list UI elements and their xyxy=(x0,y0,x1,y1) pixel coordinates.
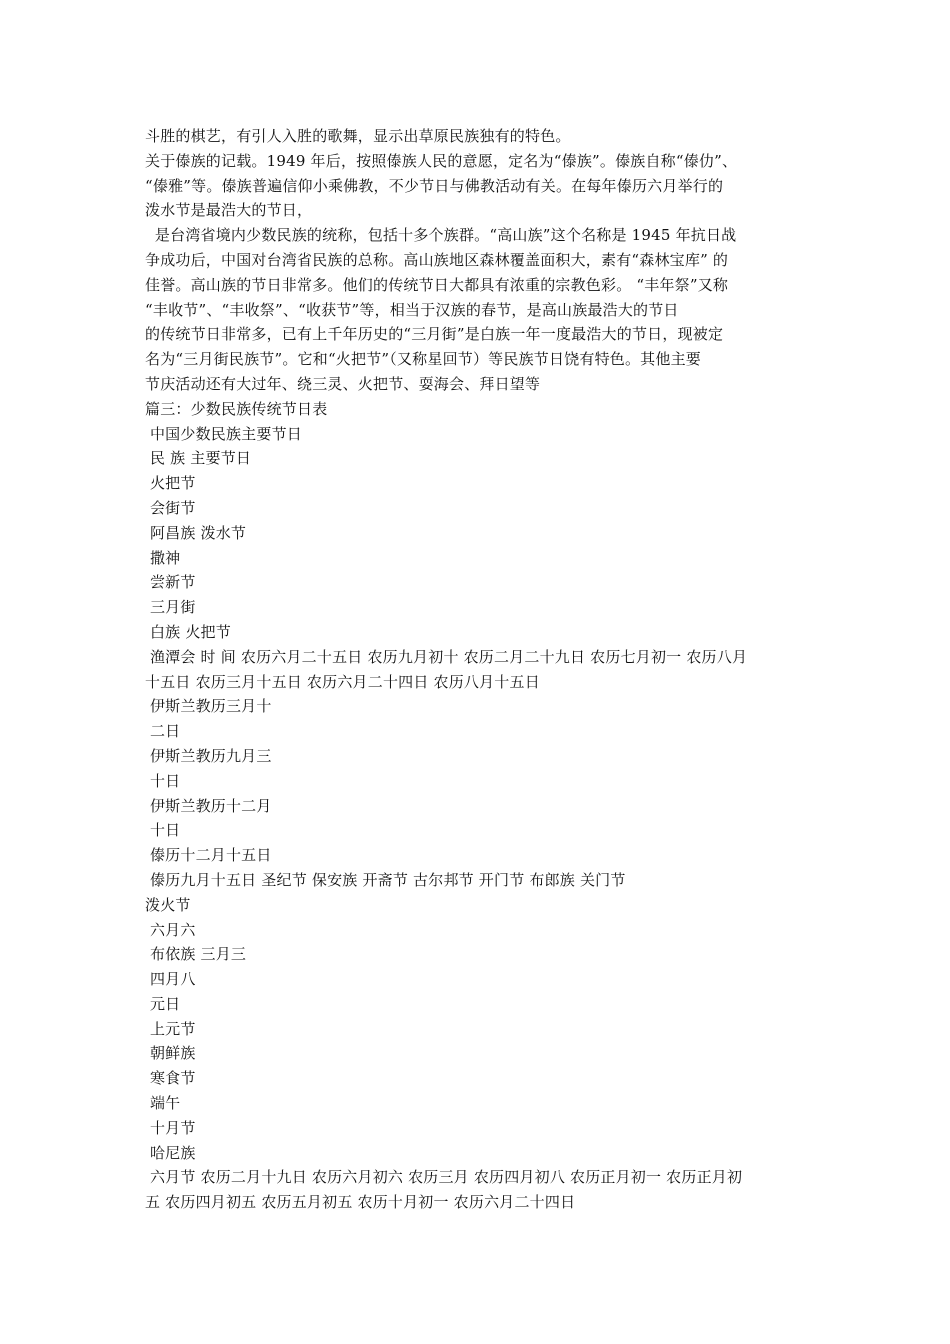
text-line: 佳誉。高山族的节日非常多。他们的传统节日大都具有浓重的宗教色彩。 “丰年祭”又称 xyxy=(145,275,729,294)
table-cell: 十月节 xyxy=(145,1118,196,1137)
table-cell: 伊斯兰教历十二月 xyxy=(145,796,272,815)
table-cell: 火把节 xyxy=(145,474,196,493)
table-cell: 泼火节 xyxy=(145,895,191,914)
table-cell: 三月街 xyxy=(145,598,196,617)
table-cell: 渔潭会 时 间 农历六月二十五日 农历九月初十 农历二月二十九日 农历七月初一 农历八月 xyxy=(145,647,748,666)
table-cell: 十日 xyxy=(145,821,181,840)
table-cell: 朝鲜族 xyxy=(145,1044,196,1063)
table-cell: 尝新节 xyxy=(145,573,196,592)
table-cell: 布依族 三月三 xyxy=(145,945,247,964)
table-cell: 五 农历四月初五 农历五月初五 农历十月初一 农历六月二十四日 xyxy=(145,1193,576,1212)
table-cell: 伊斯兰教历九月三 xyxy=(145,746,272,765)
table-cell: 六月节 农历二月十九日 农历六月初六 农历三月 农历四月初八 农历正月初一 农历正月初 xyxy=(145,1168,743,1187)
text-line: 的传统节日非常多，已有上千年历史的“三月街”是白族一年一度最浩大的节日，现被定 xyxy=(145,325,724,344)
table-cell: 傣历九月十五日 圣纪节 保安族 开斋节 古尔邦节 开门节 布郎族 关门节 xyxy=(145,870,626,889)
text-line: 是台湾省境内少数民族的统称，包括十多个族群。“高山族”这个名称是 1945 年抗日战 xyxy=(145,226,737,245)
table-cell: 端午 xyxy=(145,1094,181,1113)
table-cell: 哈尼族 xyxy=(145,1143,196,1162)
table-cell: 白族 火把节 xyxy=(145,622,231,641)
table-header: 民 族 主要节日 xyxy=(145,449,252,468)
table-cell: 撒神 xyxy=(145,548,181,567)
table-cell: 会街节 xyxy=(145,498,196,517)
table-title: 中国少数民族主要节日 xyxy=(145,424,302,443)
table-cell: 六月六 xyxy=(145,920,196,939)
text-line: 节庆活动还有大过年、绕三灵、火把节、耍海会、拜日望等 xyxy=(145,374,541,393)
text-line: 争成功后，中国对台湾省民族的总称。高山族地区森林覆盖面积大，素有“森林宝库” 的 xyxy=(145,250,729,269)
table-cell: 二日 xyxy=(145,722,181,741)
text-line: “傣雅”等。傣族普遍信仰小乘佛教，不少节日与佛教活动有关。在每年傣历六月举行的 xyxy=(145,176,724,195)
table-cell: 四月八 xyxy=(145,970,196,989)
section-heading: 篇三：少数民族传统节日表 xyxy=(145,399,328,418)
document-body xyxy=(145,124,810,1215)
text-line: 斗胜的棋艺，有引人入胜的歌舞，显示出草原民族独有的特色。 xyxy=(145,127,571,145)
table-cell: 伊斯兰教历三月十 xyxy=(145,697,272,716)
text-line: 关于傣族的记载。1949 年后，按照傣族人民的意愿，定名为“傣族”。傣族自称“傣仂”、 xyxy=(145,151,738,170)
table-cell: 寒食节 xyxy=(145,1069,196,1088)
table-cell: 元日 xyxy=(145,994,181,1013)
table-cell: 傣历十二月十五日 xyxy=(145,846,272,865)
text-line: 名为“三月街民族节”。它和“火把节”（又称星回节）等民族节日饶有特色。其他主要 xyxy=(145,350,701,369)
table-cell: 十五日 农历三月十五日 农历六月二十四日 农历八月十五日 xyxy=(145,672,540,691)
table-cell: 十日 xyxy=(145,771,181,790)
table-cell: 上元节 xyxy=(145,1019,196,1038)
text-line: 泼水节是最浩大的节日， xyxy=(145,201,313,220)
text-line: “丰收节”、“丰收祭”、“收获节”等，相当于汉族的春节，是高山族最浩大的节日 xyxy=(145,300,679,319)
table-cell: 阿昌族 泼水节 xyxy=(145,523,247,542)
